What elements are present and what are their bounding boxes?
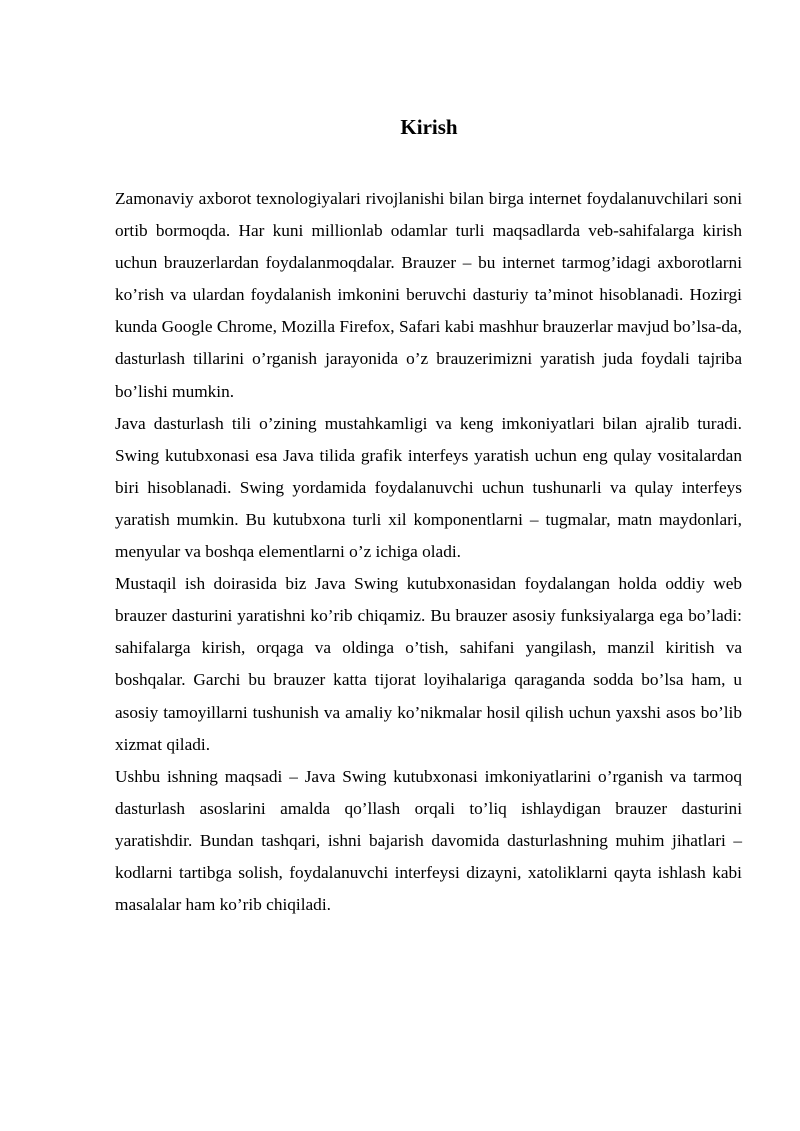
- document-body: [115, 183, 742, 921]
- paragraph-4: Ushbu ishning maqsadi – Java Swing kutubxonasi imkoniyatlarini o’rganish va tarmoq dasturlash asoslarini amalda qo’llash orqali to’liq ishlaydigan brauzer dasturini yaratishdir. Bundan tashqari, ishni bajarish davomida dasturlashning muhim jihatlari – kodlarni tartibga solish, foydalanuvchi interfeysi dizayni, xatoliklarni qayta ishlash kabi masalalar ham ko’rib chiqiladi.: [115, 766, 742, 915]
- paragraph-1: Zamonaviy axborot texnologiyalari rivojlanishi bilan birga internet foydalanuvchilari soni ortib bormoqda. Har kuni millionlab odamlar turli maqsadlarda veb-sahifalarga kirish uchun brauzerlardan foydalanmoqdalar. Brauzer – bu internet tarmog’idagi axborotlarni ko’rish va ulardan foydalanish imkonini beruvchi dasturiy ta’minot hisoblanadi. Hozirgi kunda Google Chrome, Mozilla Firefox, Safari kabi mashhur brauzerlar mavjud bo’lsa-da, dasturlash tillarini o’rganish jarayonida o’z brauzerimizni yaratish juda foydali tajriba bo’lishi mumkin.: [115, 189, 742, 401]
- paragraph-2: Java dasturlash tili o’zining mustahkamligi va keng imkoniyatlari bilan ajralib turadi. Swing kutubxonasi esa Java tilida grafik interfeys yaratish uchun eng qulay vositalardan biri hisoblanadi. Swing yordamida foydalanuvchi uchun tushunarli va qulay interfeys yaratish mumkin. Bu kutubxona turli xil komponentlarni – tugmalar, matn maydonlari, menyular va boshqa elementlarni o’z ichiga oladi.: [115, 413, 742, 562]
- paragraph-3: Mustaqil ish doirasida biz Java Swing kutubxonasidan foydalangan holda oddiy web brauzer dasturini yaratishni ko’rib chiqamiz. Bu brauzer asosiy funksiyalarga ega bo’ladi: sahifalarga kirish, orqaga va oldinga o’tish, sahifani yangilash, manzil kiritish va boshqalar. Garchi bu brauzer katta tijorat loyihalariga qaraganda sodda bo’lsa ham, u asosiy tamoyillarni tushunish va amaliy ko’nikmalar hosil qilish uchun yaxshi asos bo’lib xizmat qiladi.: [115, 574, 742, 754]
- page-title: Kirish: [400, 115, 458, 139]
